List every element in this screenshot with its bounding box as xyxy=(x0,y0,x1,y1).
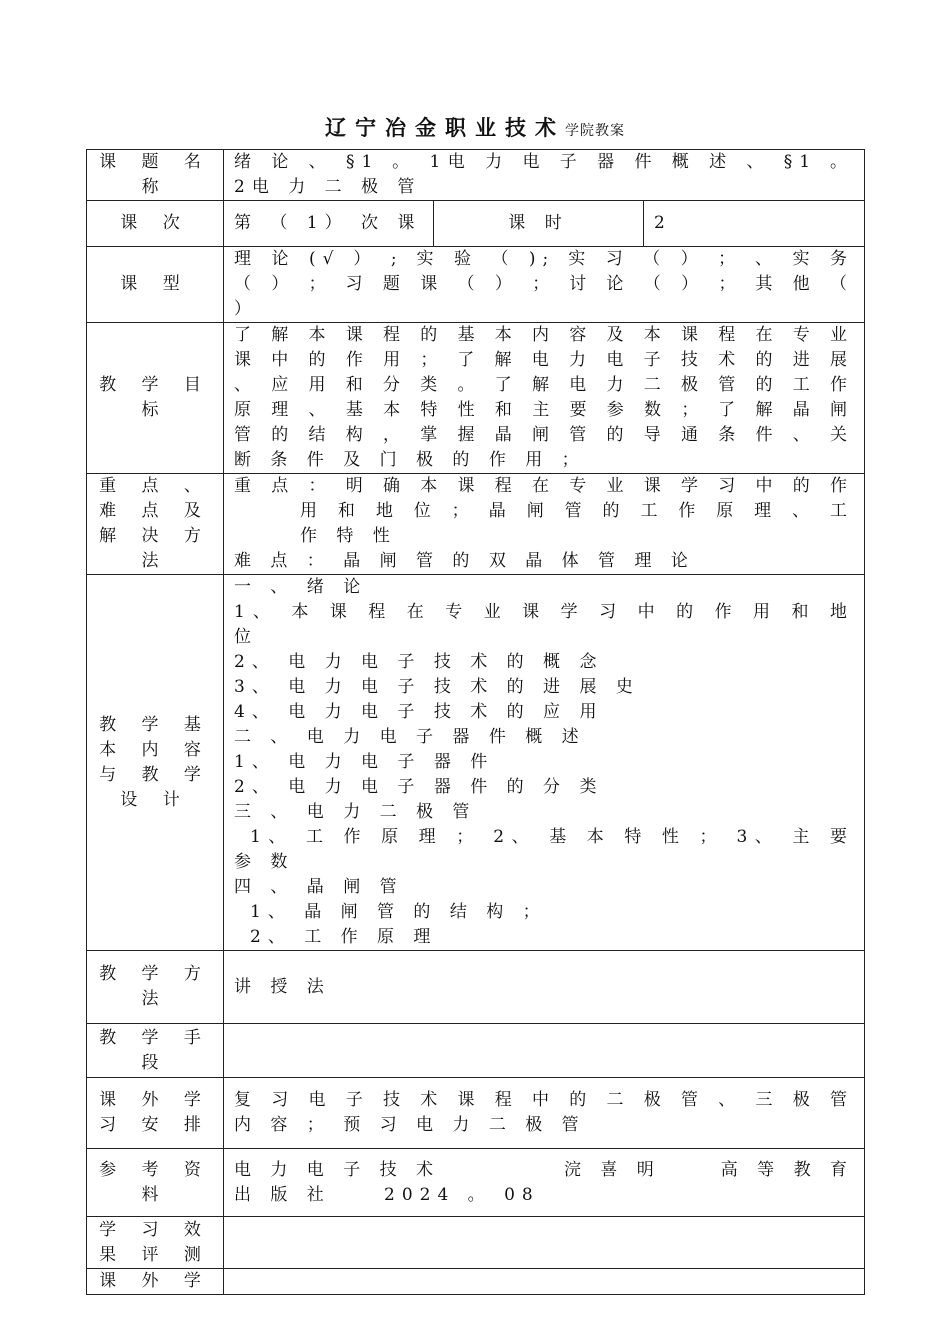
row-topic xyxy=(87,150,865,201)
content-line: 1、 晶 闸 管 的 结 构 ； xyxy=(250,902,547,922)
label-keypoints: 重 点 、 难 点 及 解 决 方 法 xyxy=(87,474,224,575)
row-keypoints xyxy=(87,474,865,575)
label-topic: 课 题 名 称 xyxy=(87,150,224,201)
doc-type: 学院教案 xyxy=(565,123,625,139)
label-homework: 课 外 学 习 安 排 xyxy=(87,1078,224,1149)
value-objectives: 了 解 本 课 程 的 基 本 内 容 及 本 课 程 在 专 业 课 中 的 作 用 ； 了 解 电 力 电 子 技 术 的 进 展 、 应 用 和 分 类 。 了 解 电 力 二 极 管 的 工 作 原 理 、 基 本 特 性 和 主 要 参 数 ； 了 解 晶 闸 管 的 结 构 ， 掌 握 晶 闸 管 的 导 通 条 件 、 关 断 条 件 及 门 极 的 作 用 ； xyxy=(224,323,865,474)
content-line: 1、 本 课 程 在 专 业 课 学 习 中 的 作 用 和 地 位 xyxy=(234,602,854,647)
row-homework xyxy=(87,1078,865,1149)
row-type xyxy=(87,247,865,323)
reference-date: 2024 。 08 xyxy=(384,1184,540,1205)
row-references xyxy=(87,1149,865,1217)
content-line: 4、 电 力 电 子 技 术 的 应 用 xyxy=(234,702,604,722)
content-line: 一 、 绪 论 xyxy=(234,577,368,597)
label-type: 课 型 xyxy=(87,247,224,323)
row-evaluation xyxy=(87,1217,865,1269)
label-references: 参 考 资 料 xyxy=(87,1149,224,1217)
reference-line-1 xyxy=(234,1158,854,1183)
difficult-point: 难 点 ： 晶 闸 管 的 双 晶 体 管 理 论 xyxy=(234,551,695,571)
key-point xyxy=(234,474,854,549)
row-means xyxy=(87,1024,865,1078)
content-line: 1、 电 力 电 子 器 件 xyxy=(234,752,495,772)
content-line: 3、 电 力 电 子 技 术 的 进 展 史 xyxy=(234,677,640,697)
label-means: 教 学 手 段 xyxy=(87,1024,224,1078)
lesson-plan-table xyxy=(86,149,865,1295)
reference-line-2 xyxy=(234,1183,854,1208)
value-content xyxy=(224,575,865,951)
reference-publisher: 高 等 教 育 xyxy=(720,1159,854,1180)
row-session xyxy=(87,201,865,247)
value-topic: 绪 论 、 §1 。 1电 力 电 子 器 件 概 述 、 §1 。 2电 力 二 极 管 xyxy=(224,150,865,201)
label-method: 教 学 方 法 xyxy=(87,951,224,1024)
value-hours: 2 xyxy=(644,201,865,247)
reference-book: 电 力 电 子 技 术 xyxy=(234,1159,441,1180)
label-session: 课 次 xyxy=(87,201,224,247)
content-line: 二 、 电 力 电 子 器 件 概 述 xyxy=(234,727,586,747)
value-keypoints xyxy=(224,474,865,575)
content-line: 1、 工 作 原 理 ； 2、 基 本 特 性 ； 3、 主 要 参 数 xyxy=(234,827,854,872)
row-extra xyxy=(87,1269,865,1295)
row-content xyxy=(87,575,865,951)
reference-author: 浣 喜 明 xyxy=(564,1159,661,1180)
content-line: 2、 电 力 电 子 技 术 的 概 念 xyxy=(234,652,604,672)
key-point-prefix: 重 点 ： xyxy=(234,476,333,496)
label-objectives: 教 学 目 标 xyxy=(87,323,224,474)
value-type: 理 论 (√ ） ; 实 验 （ ); 实 习 （ ） ； 、 实 务 （ ） ； 习 题 课 （ ） ； 讨 论 （ ） ； 其 他 （ ） xyxy=(224,247,865,323)
reference-publisher-cont: 出 版 社 xyxy=(234,1184,331,1205)
value-extra xyxy=(224,1269,865,1295)
content-line: 2、 工 作 原 理 xyxy=(250,927,438,947)
value-method: 讲 授 法 xyxy=(224,951,865,1024)
value-references xyxy=(224,1149,865,1217)
document-title xyxy=(0,112,950,142)
value-means xyxy=(224,1024,865,1078)
label-extra: 课 外 学 xyxy=(87,1269,224,1295)
value-evaluation xyxy=(224,1217,865,1269)
label-content: 教 学 基 本 内 容 与 教 学 设 计 xyxy=(87,575,224,951)
content-line: 四 、 晶 闸 管 xyxy=(234,877,404,897)
row-objectives xyxy=(87,323,865,474)
row-method xyxy=(87,951,865,1024)
key-point-text: 明 确 本 课 程 在 专 业 课 学 习 中 的 作 用 和 地 位 ； 晶 闸 管 的 工 作 原 理 、 工 作 特 性 xyxy=(300,476,854,546)
content-line: 2、 电 力 电 子 器 件 的 分 类 xyxy=(234,777,604,797)
label-evaluation: 学 习 效 果 评 测 xyxy=(87,1217,224,1269)
value-session: 第 （ 1） 次 课 xyxy=(224,201,434,247)
value-homework: 复 习 电 子 技 术 课 程 中 的 二 极 管 、 三 极 管 内 容 ； 预 习 电 力 二 极 管 xyxy=(224,1078,865,1149)
college-name: 辽宁冶金职业技术 xyxy=(325,115,565,140)
label-hours: 课 时 xyxy=(434,201,644,247)
content-line: 三 、 电 力 二 极 管 xyxy=(234,802,477,822)
